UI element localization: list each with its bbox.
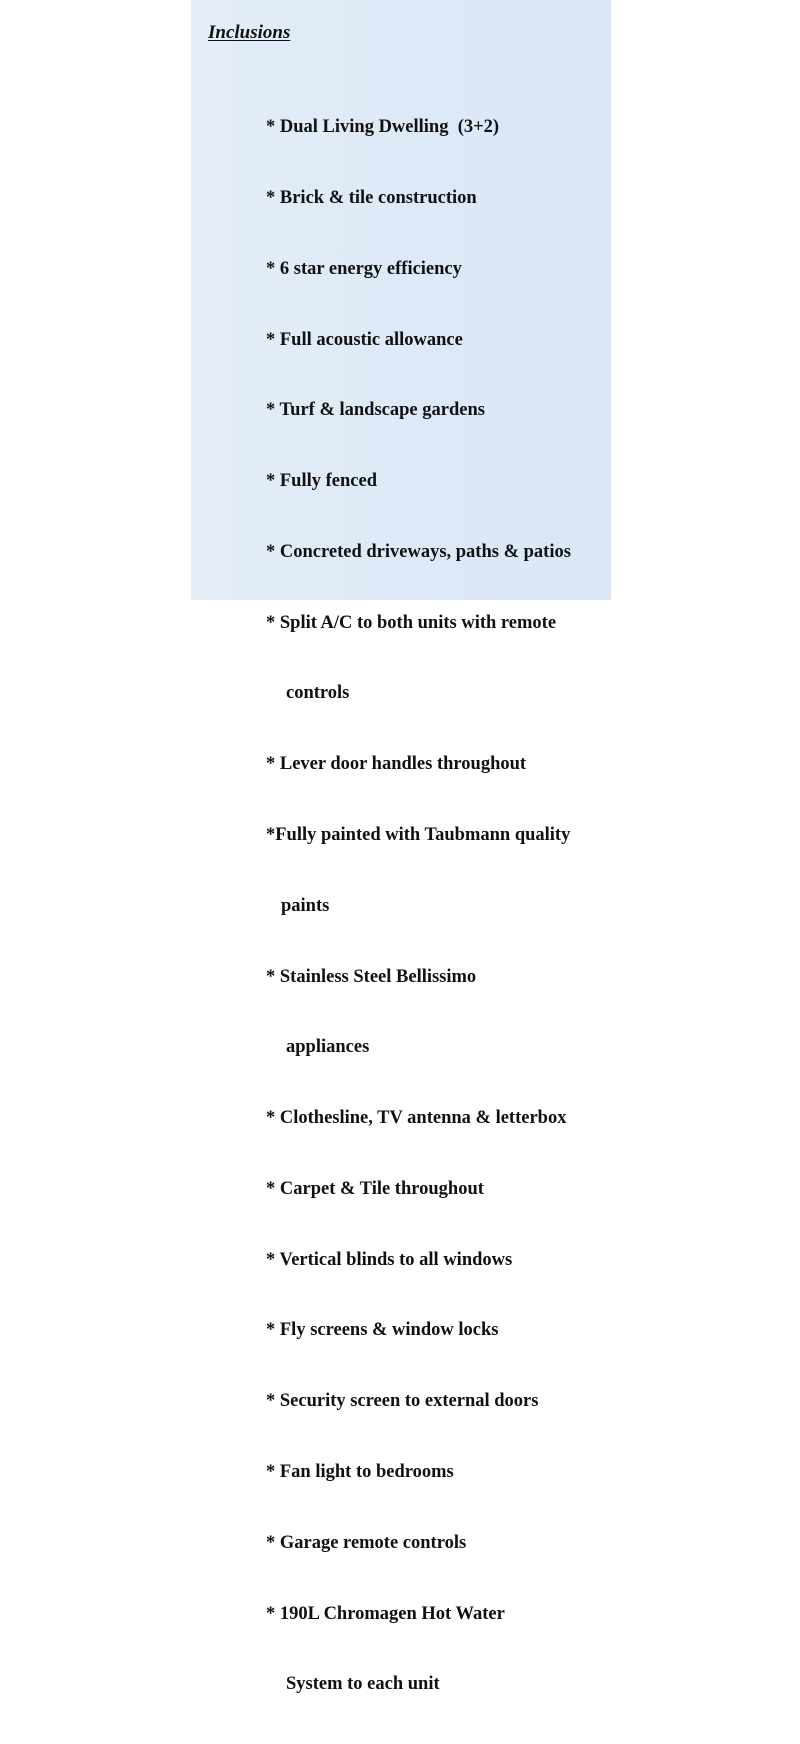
list-item-continuation: appliances [286, 1037, 370, 1058]
inclusions-list [266, 69, 611, 1744]
list-item-continuation: paints [281, 895, 330, 916]
list-item-continuation: System to each unit [286, 1674, 440, 1695]
list-item: * Stainless Steel Bellissimo [266, 966, 477, 987]
list-item-continuation: controls [286, 683, 350, 704]
list-item: * Garage remote controls [266, 1532, 467, 1553]
list-item: * Fully fenced [266, 471, 377, 492]
inclusions-heading: Inclusions [208, 22, 291, 43]
list-item: * Fan light to bedrooms [266, 1462, 454, 1483]
list-item: * Dual Living Dwelling (3+2) [266, 117, 500, 138]
list-item: * Security screen to external doors [266, 1391, 539, 1412]
list-item: * Full acoustic allowance [266, 329, 463, 350]
list-item: * Lever door handles throughout [266, 754, 527, 775]
list-item: * Turf & landscape gardens [266, 400, 485, 421]
list-item: * Carpet & Tile throughout [266, 1178, 484, 1199]
list-item: *Fully painted with Taubmann quality [266, 825, 571, 845]
list-item: * Concreted driveways, paths & patios [266, 541, 571, 562]
list-item: * Vertical blinds to all windows [266, 1249, 513, 1270]
list-item: * Split A/C to both units with remote [266, 612, 557, 633]
list-item: * Clothesline, TV antenna & letterbox [266, 1108, 567, 1129]
document-sheet [191, 0, 611, 1695]
list-item: * Fly screens & window locks [266, 1320, 499, 1341]
list-item: * 190L Chromagen Hot Water [266, 1603, 505, 1624]
list-item: * 6 star energy efficiency [266, 258, 462, 279]
list-item: * Brick & tile construction [266, 187, 477, 208]
